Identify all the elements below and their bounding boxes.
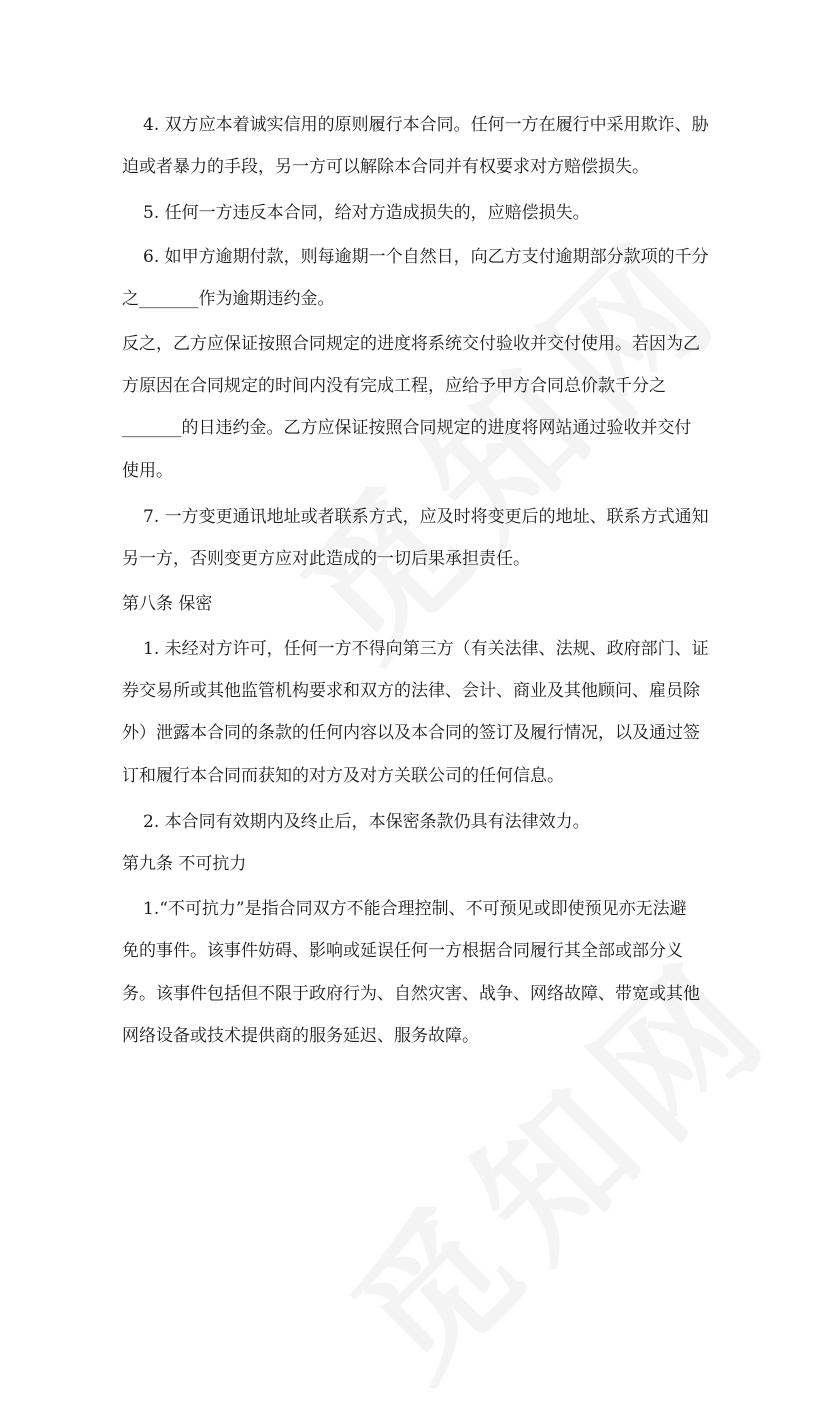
section-8-clause-2-line-1: 2. 本合同有效期内及终止后，本保密条款仍具有法律效力。	[143, 812, 590, 832]
section-9-clause-1-line-3: 务。该事件包括但不限于政府行为、自然灾害、战争、网络故障、带宽或其他	[122, 984, 700, 1004]
section-8-clause-1-line-4: 订和履行本合同而获知的对方及对方关联公司的任何信息。	[122, 766, 564, 786]
section-9-clause-1-line-4: 网络设备或技术提供商的服务延迟、服务故障。	[122, 1026, 479, 1046]
clause-7-line-2: 另一方，否则变更方应对此造成的一切后果承担责任。	[122, 549, 530, 569]
section-8-clause-1-line-1: 1. 未经对方许可，任何一方不得向第三方（有关法律、法规、政府部门、证	[143, 639, 709, 659]
clause-5-line-1: 5. 任何一方违反本合同，给对方造成损失的，应赔偿损失。	[143, 203, 590, 223]
clause-6-line-2: 之_______作为逾期违约金。	[122, 289, 335, 309]
paragraph-line-1: 反之，乙方应保证按照合同规定的进度将系统交付验收并交付使用。若因为乙	[122, 334, 700, 354]
clause-6-line-1: 6. 如甲方逾期付款，则每逾期一个自然日，向乙方支付逾期部分款项的千分	[143, 247, 709, 267]
clause-4-line-1: 4. 双方应本着诚实信用的原则履行本合同。任何一方在履行中采用欺诈、胁	[143, 115, 709, 135]
clause-7-line-1: 7. 一方变更通讯地址或者联系方式，应及时将变更后的地址、联系方式通知	[143, 507, 709, 527]
watermark-bottom	[298, 901, 811, 1414]
paragraph-line-2: 方原因在合同规定的时间内没有完成工程，应给予甲方合同总价款千分之	[122, 376, 666, 396]
paragraph-line-3: _______的日违约金。乙方应保证按照合同规定的进度将网站通过验收并交付	[122, 418, 692, 438]
section-9-clause-1-line-1: 1.“不可抗力”是指合同双方不能合理控制、不可预见或即使预见亦无法避	[143, 899, 687, 919]
section-8-heading: 第八条 保密	[122, 594, 213, 614]
section-9-heading: 第九条 不可抗力	[122, 854, 247, 874]
section-8-clause-1-line-2: 券交易所或其他监管机构要求和双方的法律、会计、商业及其他顾问、雇员除	[122, 681, 700, 701]
section-9-clause-1-line-2: 免的事件。该事件妨碍、影响或延误任何一方根据合同履行其全部或部分义	[122, 941, 683, 961]
section-8-clause-1-line-3: 外）泄露本合同的条款的任何内容以及本合同的签订及履行情况，以及通过签	[122, 723, 700, 743]
clause-4-line-2: 迫或者暴力的手段，另一方可以解除本合同并有权要求对方赔偿损失。	[122, 157, 649, 177]
paragraph-line-4: 使用。	[122, 461, 173, 481]
